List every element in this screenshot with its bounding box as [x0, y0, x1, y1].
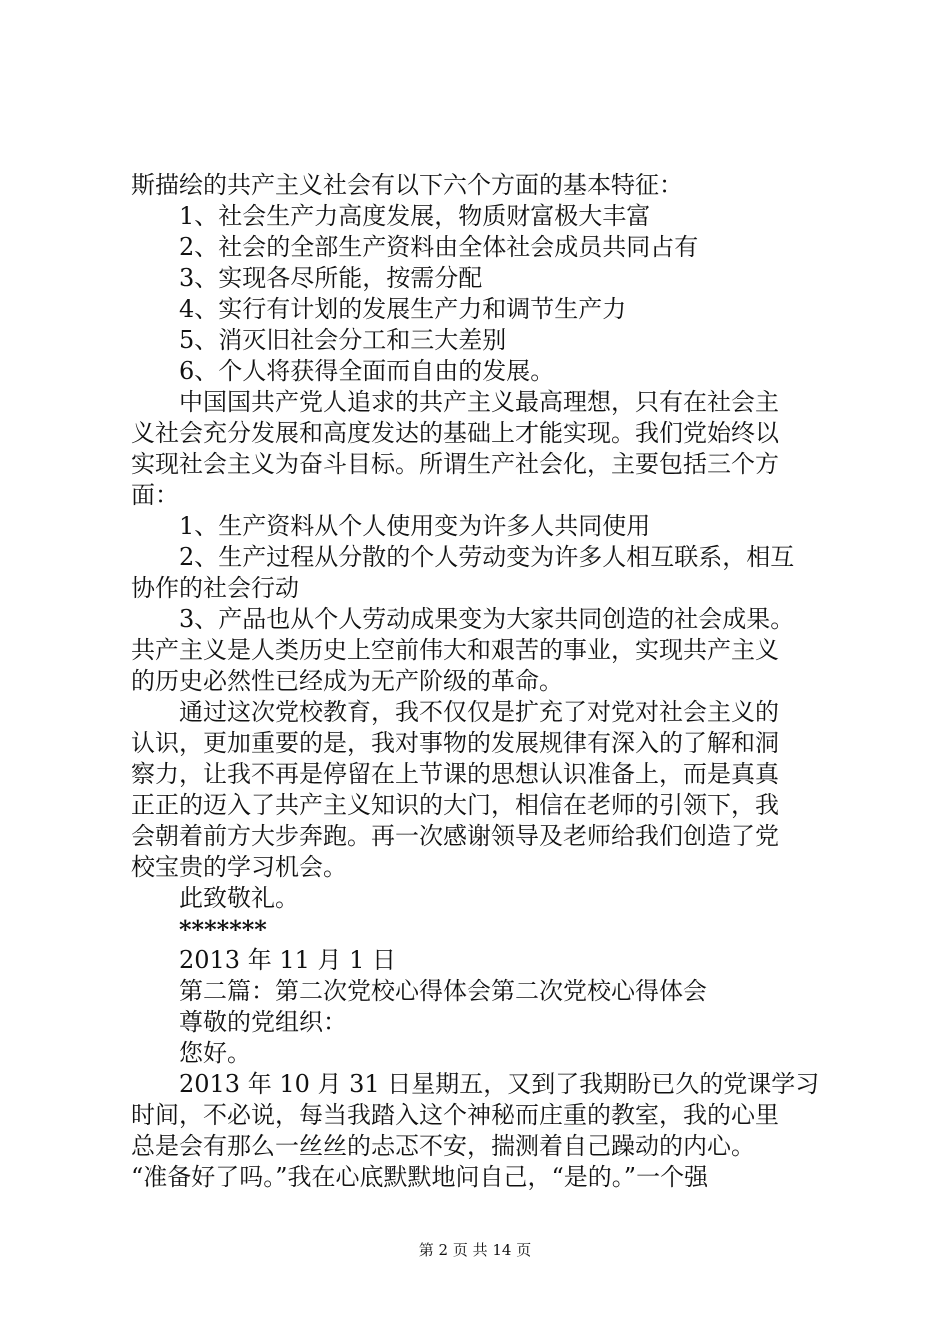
- paragraph-line: 协作的社会行动: [131, 574, 299, 602]
- list-item: 1、社会生产力高度发展，物质财富极大丰富: [179, 202, 651, 230]
- paragraph-line: 校宝贵的学习机会。: [131, 853, 347, 881]
- paragraph-line: 认识，更加重要的是，我对事物的发展规律有深入的了解和洞: [131, 729, 779, 757]
- text-line: 斯描绘的共产主义社会有以下六个方面的基本特征：: [131, 171, 683, 199]
- section-title: 第二篇：第二次党校心得体会第二次党校心得体会: [179, 977, 707, 1005]
- list-item: 1、生产资料从个人使用变为许多人共同使用: [179, 512, 651, 540]
- closing-line: 此致敬礼。: [179, 884, 299, 912]
- signature-line: *******: [179, 915, 267, 944]
- paragraph-line: 义社会充分发展和高度发达的基础上才能实现。我们党始终以: [131, 419, 779, 447]
- list-item: 2、生产过程从分散的个人劳动变为许多人相互联系，相互: [179, 543, 795, 571]
- paragraph-line: 总是会有那么一丝丝的忐忑不安，揣测着自己躁动的内心。: [131, 1132, 755, 1160]
- list-item: 3、实现各尽所能，按需分配: [179, 264, 483, 292]
- list-item: 5、消灭旧社会分工和三大差别: [179, 326, 507, 354]
- paragraph-line: 的历史必然性已经成为无产阶级的革命。: [131, 667, 563, 695]
- paragraph-line: 面：: [131, 481, 179, 509]
- paragraph-line: 实现社会主义为奋斗目标。所谓生产社会化，主要包括三个方: [131, 450, 779, 478]
- paragraph-line: 会朝着前方大步奔跑。再一次感谢领导及老师给我们创造了党: [131, 822, 779, 850]
- paragraph-line: 通过这次党校教育，我不仅仅是扩充了对党对社会主义的: [179, 698, 779, 726]
- date-line: 2013 年 11 月 1 日: [179, 946, 397, 974]
- greeting-line: 您好。: [179, 1039, 251, 1067]
- paragraph-line: 时间，不必说，每当我踏入这个神秘而庄重的教室，我的心里: [131, 1101, 779, 1129]
- paragraph-line: 中国国共产党人追求的共产主义最高理想，只有在社会主: [179, 388, 779, 416]
- list-item: 3、产品也从个人劳动成果变为大家共同创造的社会成果。: [179, 605, 795, 633]
- list-item: 2、社会的全部生产资料由全体社会成员共同占有: [179, 233, 699, 261]
- paragraph-line: “准备好了吗。”我在心底默默地问自己，“是的。”一个强: [131, 1163, 709, 1191]
- document-body: [131, 170, 831, 1193]
- list-item: 6、个人将获得全面而自由的发展。: [179, 357, 555, 385]
- paragraph-line: 2013 年 10 月 31 日星期五，又到了我期盼已久的党课学习: [179, 1070, 820, 1098]
- page-footer: 第 2 页 共 14 页: [418, 1241, 532, 1259]
- salutation-line: 尊敬的党组织：: [179, 1008, 347, 1036]
- paragraph-line: 察力，让我不再是停留在上节课的思想认识准备上，而是真真: [131, 760, 779, 788]
- list-item: 4、实行有计划的发展生产力和调节生产力: [179, 295, 627, 323]
- paragraph-line: 共产主义是人类历史上空前伟大和艰苦的事业，实现共产主义: [131, 636, 779, 664]
- paragraph-line: 正正的迈入了共产主义知识的大门，相信在老师的引领下，我: [131, 791, 779, 819]
